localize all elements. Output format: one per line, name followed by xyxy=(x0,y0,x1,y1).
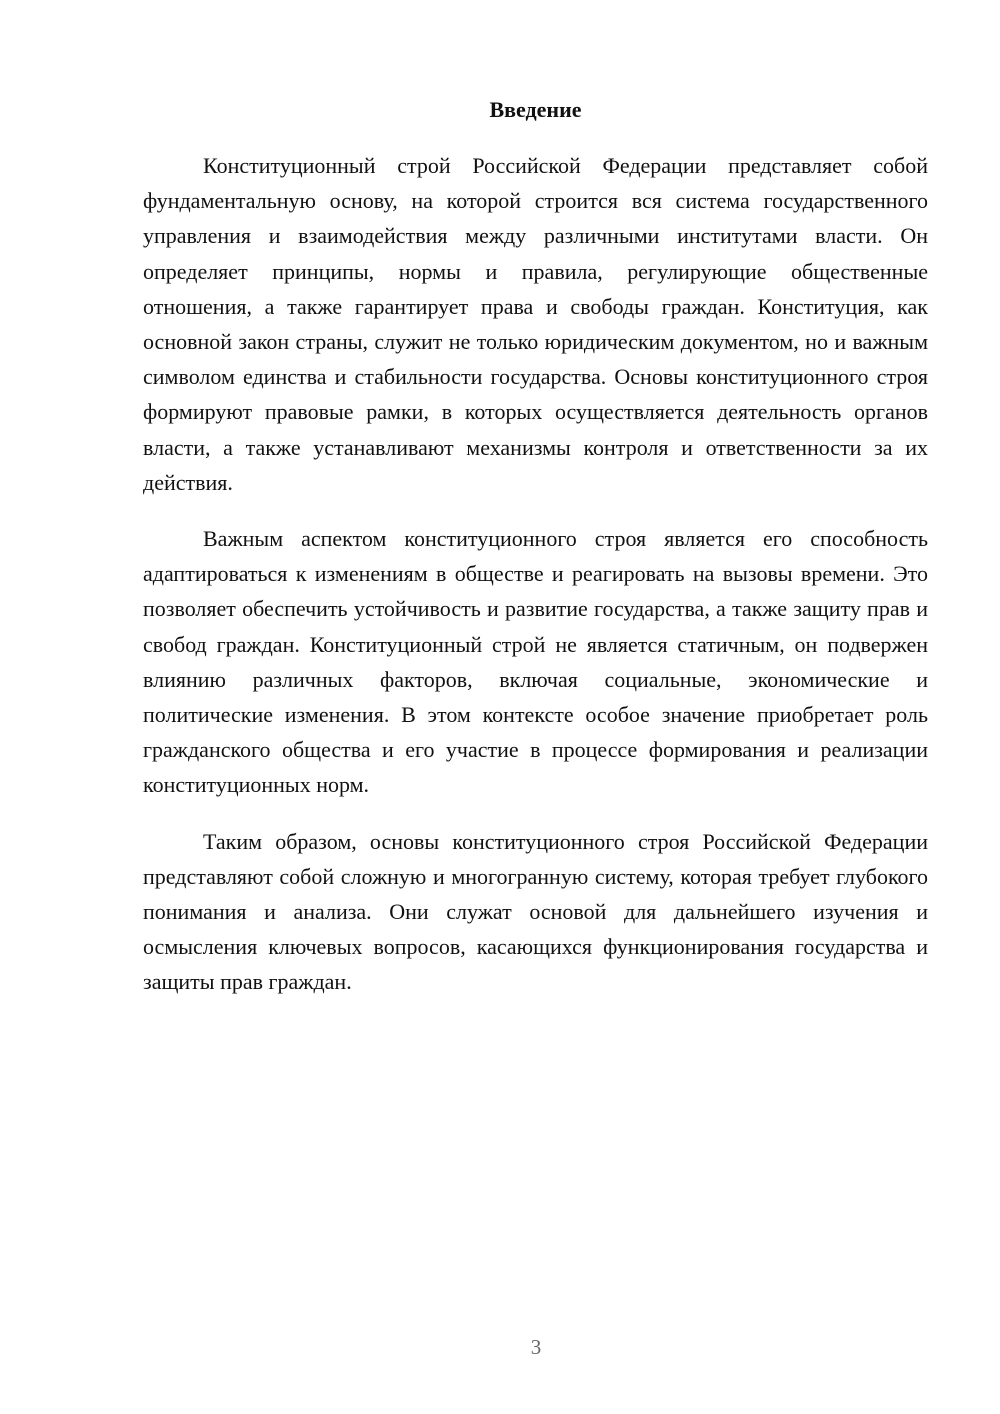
paragraph-3: Таким образом, основы конституционного строя Российской Федерации представляют собой сложную и многогранную систему, которая требует глубокого понимания и анализа. Они служат основой для дальнейшего изучения и осмысления ключевых вопросов, касающихся функционирования государства и защиты прав граждан. xyxy=(143,828,928,995)
paragraph-2: Важным аспектом конституционного строя является его способность адаптироваться к изменениям в обществе и реагировать на вызовы времени. Это позволяет обеспечить устойчивость и развитие государства, а также защиту прав и свобод граждан. Конституционный строй не является статичным, он подвержен влиянию различных факторов, включая социальные, экономические и политические изменения. В этом контексте особое значение приобретает роль гражданского общества и его участие в процессе формирования и реализации конституционных норм. xyxy=(143,526,928,798)
paragraph-1: Конституционный строй Российской Федерации представляет собой фундаментальную основу, на которой строится вся система государственного управления и взаимодействия между различными институтами власти. Он определяет принципы, нормы и правила, регулирующие общественные отношения, а также гарантирует права и свободы граждан. Конституция, как основной закон страны, служит не только юридическим документом, но и важным символом единства и стабильности государства. Основы конституционного строя формируют правовые рамки, в которых осуществляется деятельность органов власти, а также устанавливают механизмы контроля и ответственности за их действия. xyxy=(143,153,928,495)
page-content xyxy=(143,92,928,1021)
page-number: 3 xyxy=(530,1335,542,1359)
section-title: Введение xyxy=(489,97,582,122)
